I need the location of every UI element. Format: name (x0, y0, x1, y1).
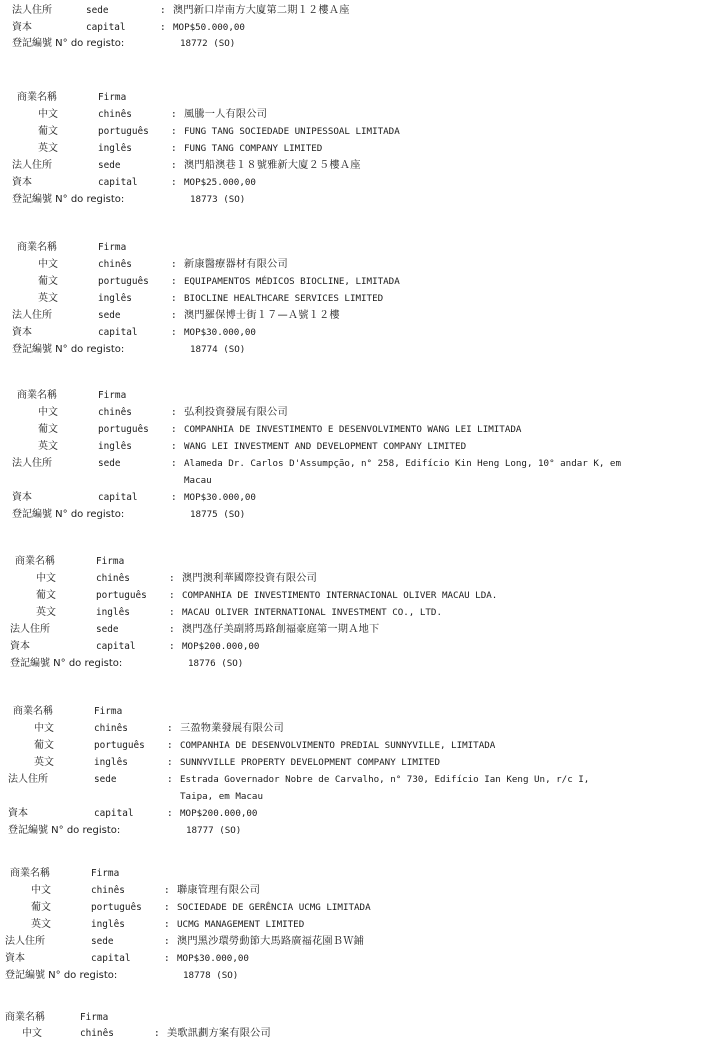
colon: : (171, 126, 177, 137)
colon: : (171, 310, 177, 321)
portugues-label-pt: português (98, 276, 149, 287)
capital-value: MOP$25.000,00 (184, 177, 256, 188)
ingles-label-pt: inglês (96, 607, 130, 618)
capital-label-pt: capital (98, 327, 138, 338)
ingles-value: BIOCLINE HEALTHCARE SERVICES LIMITED (184, 293, 384, 304)
capital-value: MOP$30.000,00 (184, 492, 256, 503)
portugues-label-zh: 葡文 (38, 276, 58, 287)
ingles-value: MACAU OLIVER INTERNATIONAL INVESTMENT CO., LTD. (182, 607, 442, 618)
ingles-label-zh: 英文 (38, 143, 58, 154)
portugues-value: COMPANHIA DE INVESTIMENTO E DESENVOLVIMENTO WANG LEI LIMITADA (184, 424, 522, 435)
firma-label-pt: Firma (98, 390, 127, 401)
colon: : (171, 293, 177, 304)
registo-label: 登記編號 N° do registo: (12, 194, 125, 205)
chines-value: 澳門澳利華國際投資有限公司 (182, 573, 318, 584)
capital-value: MOP$200.000,00 (180, 808, 258, 819)
capital-label-zh: 資本 (12, 492, 32, 503)
colon: : (171, 143, 177, 154)
portugues-label-zh: 葡文 (31, 902, 51, 913)
capital-label-pt: capital (96, 641, 136, 652)
sede-label-zh: 法人住所 (5, 936, 45, 947)
chines-value: 三盈物業發展有限公司 (180, 723, 284, 734)
capital-label-pt: capital (98, 492, 138, 503)
colon: : (171, 407, 177, 418)
chines-value: 弘利投資發展有限公司 (184, 407, 288, 418)
ingles-value: SUNNYVILLE PROPERTY DEVELOPMENT COMPANY LIMITED (180, 757, 440, 768)
chines-label-zh: 中文 (36, 573, 56, 584)
sede-value: 澳門新口岸南方大廈第二期１２樓Ａ座 (173, 5, 350, 16)
portugues-label-zh: 葡文 (38, 126, 58, 137)
colon: : (164, 919, 170, 930)
sede-label-pt: sede (96, 624, 119, 635)
capital-label-pt: capital (98, 177, 138, 188)
ingles-value: WANG LEI INVESTMENT AND DEVELOPMENT COMPANY LIMITED (184, 441, 467, 452)
capital-label-pt: capital (86, 22, 126, 33)
colon: : (167, 774, 173, 785)
colon: : (171, 276, 177, 287)
colon: : (169, 641, 175, 652)
portugues-value: FUNG TANG SOCIEDADE UNIPESSOAL LIMITADA (184, 126, 400, 137)
registo-label: 登記編號 N° do registo: (12, 344, 125, 355)
colon: : (160, 5, 166, 16)
ingles-label-zh: 英文 (34, 757, 54, 768)
chines-value: 美歌訊劃方案有限公司 (167, 1028, 271, 1039)
portugues-value: COMPANHIA DE DESENVOLVIMENTO PREDIAL SUNNYVILLE, LIMITADA (180, 740, 496, 751)
colon: : (167, 757, 173, 768)
colon: : (169, 607, 175, 618)
colon: : (171, 259, 177, 270)
firma-label-pt: Firma (94, 706, 123, 717)
firma-label-zh: 商業名稱 (17, 242, 57, 253)
sede-value: 澳門羅保博士街１７—Ａ號１２樓 (184, 310, 340, 321)
portugues-label-pt: português (98, 126, 149, 137)
colon: : (167, 740, 173, 751)
firma-label-pt: Firma (96, 556, 125, 567)
firma-label-pt: Firma (98, 242, 127, 253)
chines-label-pt: chinês (91, 885, 125, 896)
sede-label-zh: 法人住所 (12, 160, 52, 171)
ingles-value: UCMG MANAGEMENT LIMITED (177, 919, 305, 930)
colon: : (171, 458, 177, 469)
sede-label-pt: sede (86, 5, 109, 16)
capital-value: MOP$50.000,00 (173, 22, 245, 33)
firma-label-pt: Firma (91, 868, 120, 879)
registo-value: 18778 (SO) (183, 970, 239, 981)
colon: : (171, 160, 177, 171)
ingles-label-zh: 英文 (38, 441, 58, 452)
portugues-value: COMPANHIA DE INVESTIMENTO INTERNACIONAL OLIVER MACAU LDA. (182, 590, 498, 601)
portugues-value: SOCIEDADE DE GERÊNCIA UCMG LIMITADA (177, 902, 371, 913)
portugues-value: EQUIPAMENTOS MÉDICOS BIOCLINE, LIMITADA (184, 276, 400, 287)
colon: : (160, 22, 166, 33)
colon: : (171, 424, 177, 435)
chines-label-pt: chinês (98, 109, 132, 120)
ingles-label-pt: inglês (94, 757, 128, 768)
sede-label-zh: 法人住所 (12, 5, 52, 16)
sede-value-continued: Macau (184, 475, 212, 486)
ingles-label-pt: inglês (91, 919, 125, 930)
chines-label-pt: chinês (98, 407, 132, 418)
sede-label-pt: sede (98, 458, 121, 469)
colon: : (171, 177, 177, 188)
firma-label-zh: 商業名稱 (10, 868, 50, 879)
portugues-label-pt: português (94, 740, 145, 751)
registo-label: 登記編號 N° do registo: (5, 970, 118, 981)
colon: : (169, 624, 175, 635)
registo-value: 18776 (SO) (188, 658, 244, 669)
colon: : (167, 808, 173, 819)
firma-label-pt: Firma (80, 1012, 109, 1023)
registo-label: 登記編號 N° do registo: (12, 38, 125, 49)
sede-value: 澳門船澳巷１８號雅新大廈２５樓Ａ座 (184, 160, 361, 171)
portugues-label-pt: português (96, 590, 147, 601)
colon: : (167, 723, 173, 734)
colon: : (171, 492, 177, 503)
sede-label-zh: 法人住所 (12, 310, 52, 321)
colon: : (154, 1028, 160, 1039)
capital-label-zh: 資本 (10, 641, 30, 652)
colon: : (164, 902, 170, 913)
capital-label-zh: 資本 (12, 22, 32, 33)
colon: : (164, 936, 170, 947)
colon: : (169, 573, 175, 584)
registo-label: 登記編號 N° do registo: (8, 825, 121, 836)
chines-label-zh: 中文 (34, 723, 54, 734)
colon: : (171, 327, 177, 338)
ingles-label-pt: inglês (98, 293, 132, 304)
firma-label-zh: 商業名稱 (15, 556, 55, 567)
firma-label-zh: 商業名稱 (17, 92, 57, 103)
ingles-value: FUNG TANG COMPANY LIMITED (184, 143, 323, 154)
firma-label-pt: Firma (98, 92, 127, 103)
sede-label-zh: 法人住所 (12, 458, 52, 469)
capital-value: MOP$30.000,00 (177, 953, 249, 964)
colon: : (171, 109, 177, 120)
sede-label-pt: sede (91, 936, 114, 947)
sede-label-pt: sede (98, 310, 121, 321)
capital-label-zh: 資本 (8, 808, 28, 819)
capital-value: MOP$200.000,00 (182, 641, 260, 652)
chines-label-zh: 中文 (38, 109, 58, 120)
chines-value: 聯康管理有限公司 (177, 885, 261, 896)
firma-label-zh: 商業名稱 (17, 390, 57, 401)
chines-label-pt: chinês (94, 723, 128, 734)
colon: : (171, 441, 177, 452)
sede-value-continued: Taipa, em Macau (180, 791, 263, 802)
ingles-label-zh: 英文 (31, 919, 51, 930)
portugues-label-zh: 葡文 (34, 740, 54, 751)
registo-value: 18775 (SO) (190, 509, 246, 520)
portugues-label-zh: 葡文 (38, 424, 58, 435)
colon: : (169, 590, 175, 601)
chines-label-pt: chinês (96, 573, 130, 584)
chines-label-pt: chinês (98, 259, 132, 270)
registo-label: 登記編號 N° do registo: (12, 509, 125, 520)
sede-label-pt: sede (94, 774, 117, 785)
registo-value: 18774 (SO) (190, 344, 246, 355)
portugues-label-zh: 葡文 (36, 590, 56, 601)
sede-label-zh: 法人住所 (10, 624, 50, 635)
sede-label-pt: sede (98, 160, 121, 171)
sede-value: Estrada Governador Nobre de Carvalho, n° 730, Edifício Ian Keng Un, r/c I, (180, 774, 590, 785)
chines-value: 風騰一人有限公司 (184, 109, 268, 120)
portugues-label-pt: português (98, 424, 149, 435)
firma-label-zh: 商業名稱 (13, 706, 53, 717)
sede-value: 澳門氹仔美副將馬路創福豪庭第一期Ａ地下 (182, 624, 380, 635)
capital-label-zh: 資本 (12, 327, 32, 338)
sede-value: 澳門黑沙環勞動節大馬路廣福花園ＢＷ鋪 (177, 936, 364, 947)
capital-label-zh: 資本 (12, 177, 32, 188)
capital-label-pt: capital (91, 953, 131, 964)
colon: : (164, 885, 170, 896)
ingles-label-pt: inglês (98, 143, 132, 154)
capital-label-zh: 資本 (5, 953, 25, 964)
ingles-label-zh: 英文 (38, 293, 58, 304)
sede-value: Alameda Dr. Carlos D'Assumpção, n° 258, Edifício Kin Heng Long, 10° andar K, em (184, 458, 621, 469)
chines-value: 新康醫療器材有限公司 (184, 259, 288, 270)
ingles-label-pt: inglês (98, 441, 132, 452)
capital-label-pt: capital (94, 808, 134, 819)
registo-value: 18773 (SO) (190, 194, 246, 205)
colon: : (164, 953, 170, 964)
registo-value: 18772 (SO) (180, 38, 236, 49)
chines-label-pt: chinês (80, 1028, 114, 1039)
chines-label-zh: 中文 (31, 885, 51, 896)
registo-label: 登記編號 N° do registo: (10, 658, 123, 669)
ingles-label-zh: 英文 (36, 607, 56, 618)
chines-label-zh: 中文 (22, 1028, 42, 1039)
sede-label-zh: 法人住所 (8, 774, 48, 785)
portugues-label-pt: português (91, 902, 142, 913)
chines-label-zh: 中文 (38, 407, 58, 418)
chines-label-zh: 中文 (38, 259, 58, 270)
registo-value: 18777 (SO) (186, 825, 242, 836)
capital-value: MOP$30.000,00 (184, 327, 256, 338)
firma-label-zh: 商業名稱 (5, 1012, 45, 1023)
